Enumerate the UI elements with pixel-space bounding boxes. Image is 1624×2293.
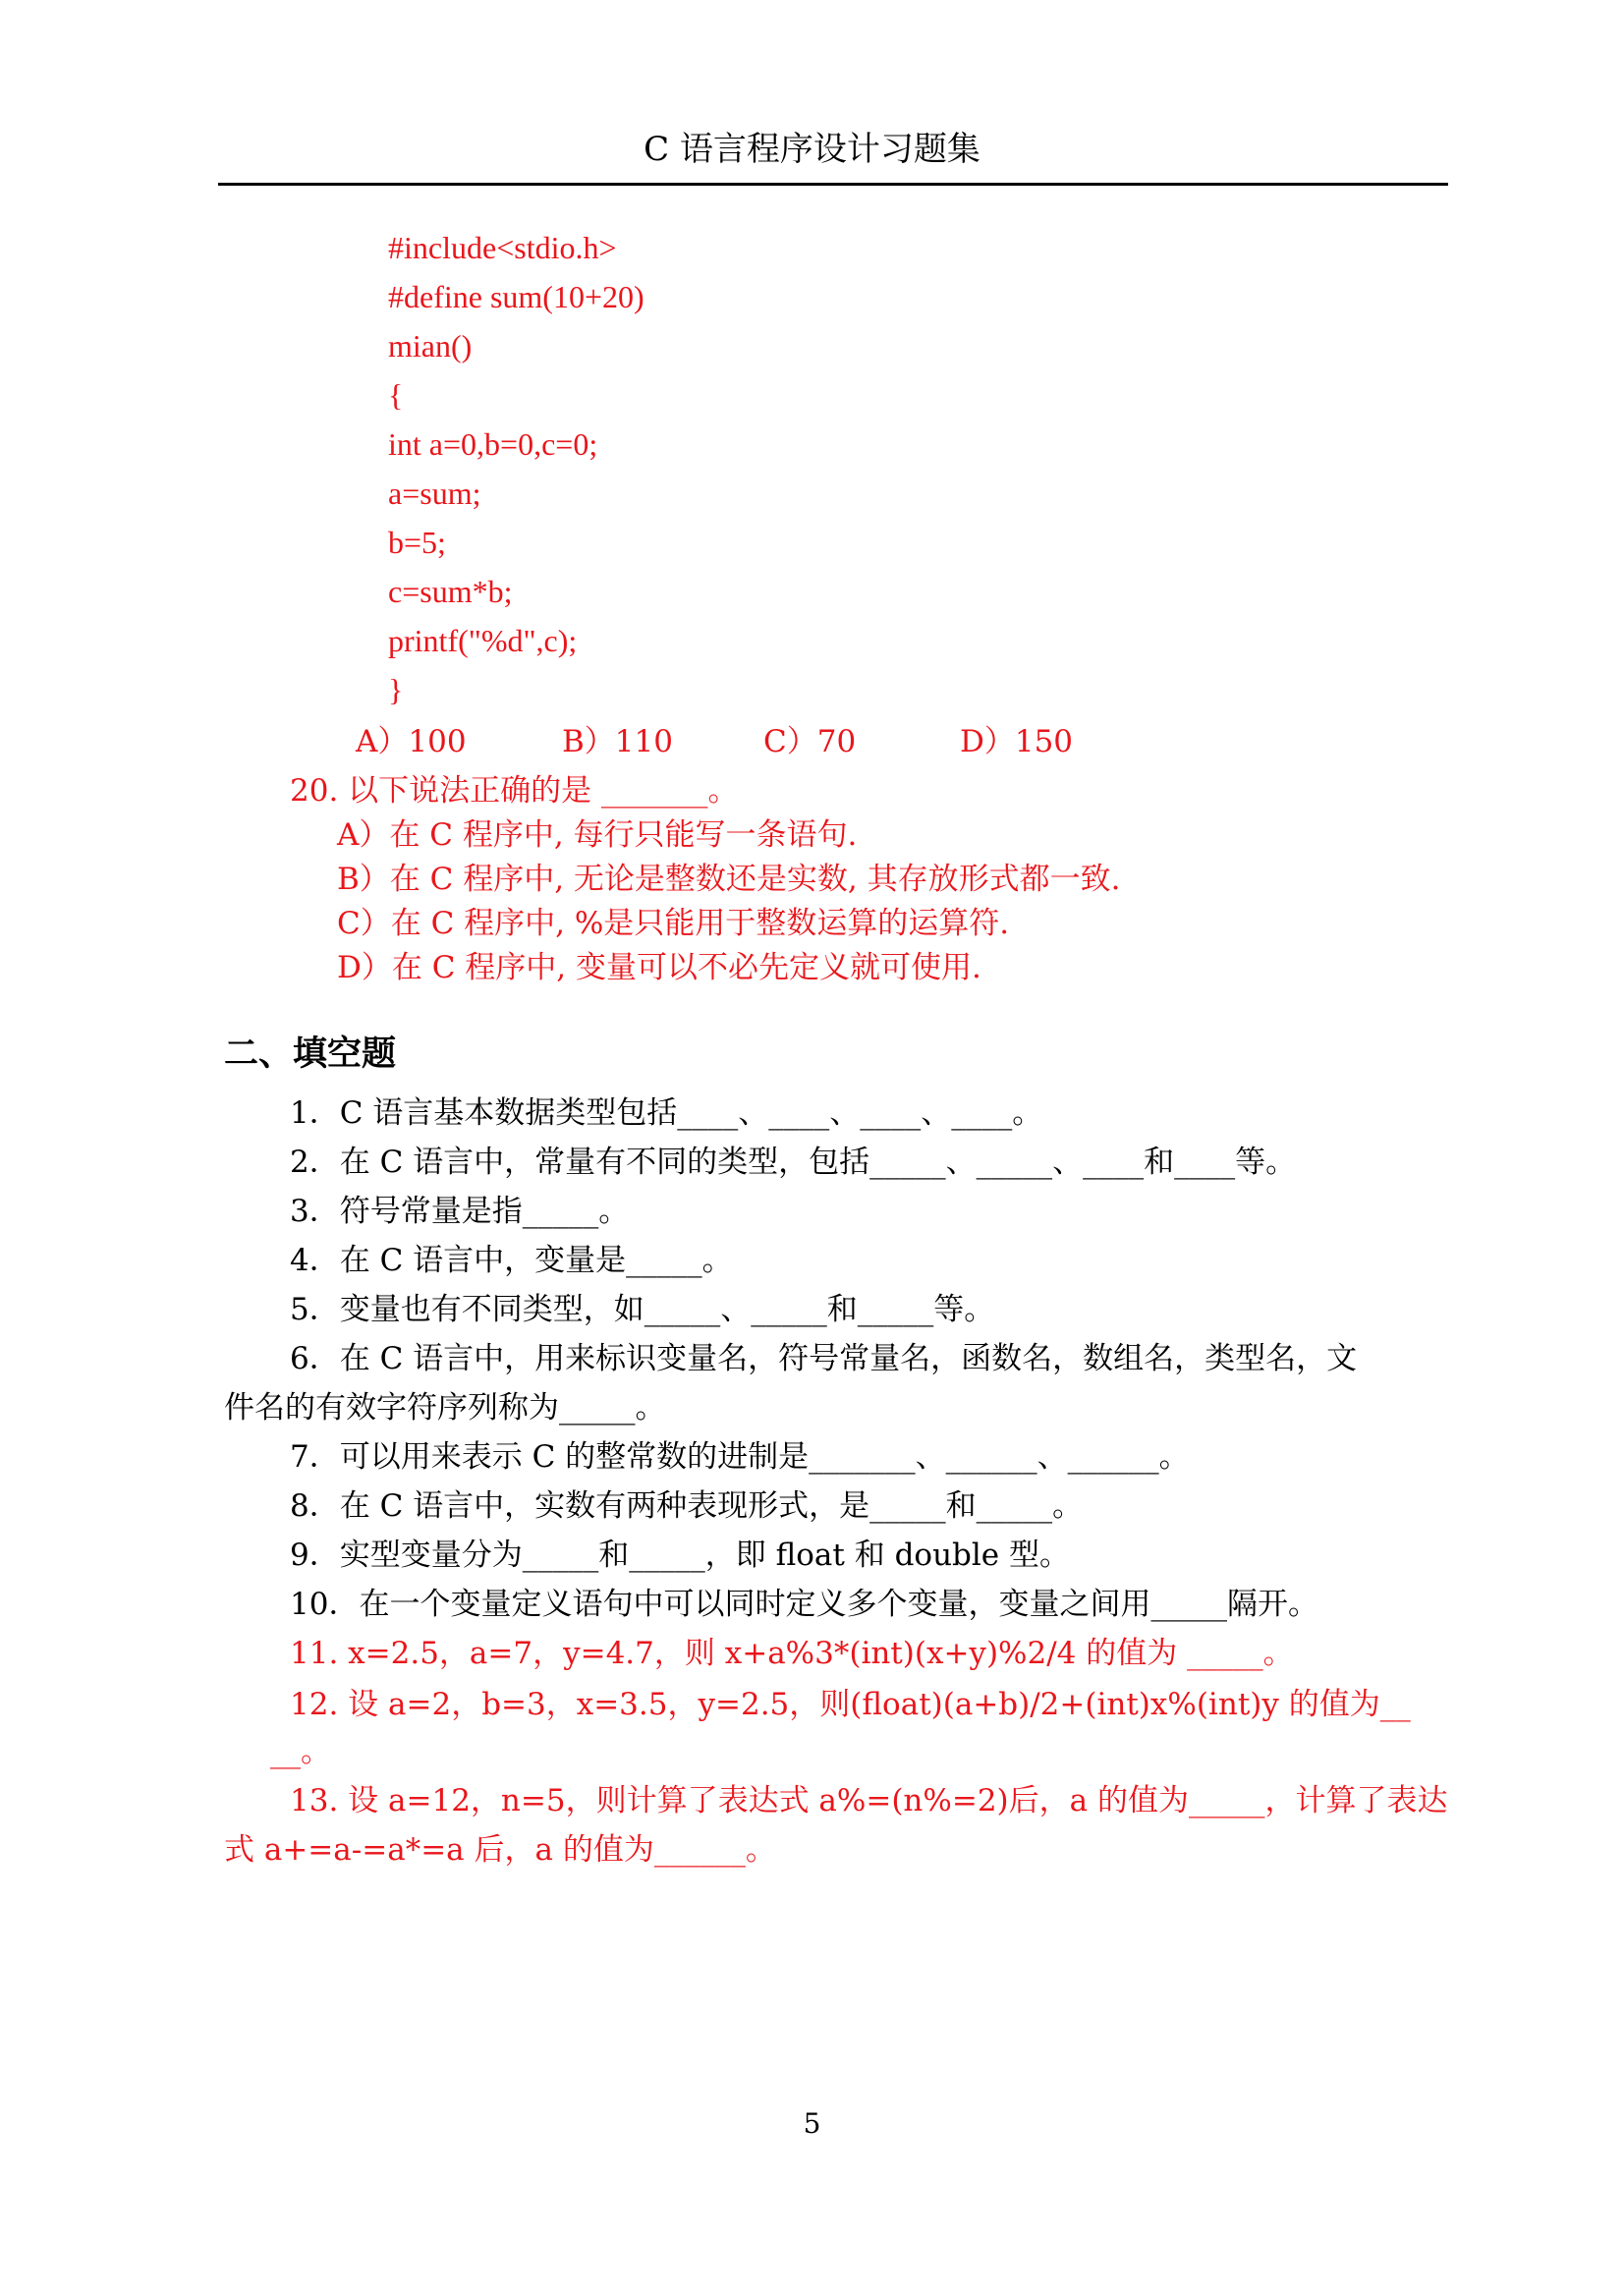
code-line: c=sum*b; [388,574,513,609]
q20-option-a: A）在 C 程序中, 每行只能写一条语句. [337,817,858,853]
section-title: 二、填空题 [224,1035,397,1074]
fill-question: 9．实型变量分为_____和_____，即 float 和 double 型。 [290,1538,1070,1573]
code-line: int a=0,b=0,c=0; [388,426,598,462]
fill-question: 4．在 C 语言中，变量是_____。 [290,1243,733,1278]
q20-stem: 20. 以下说法正确的是 _______。 [290,773,739,809]
code-line: { [388,377,404,413]
code-line: } [388,672,404,707]
red-question-continuation: __。 [270,1734,331,1769]
q20-option-d: D）在 C 程序中, 变量可以不必先定义就可使用. [337,950,981,985]
q20-option-b: B）在 C 程序中, 无论是整数还是实数, 其存放形式都一致. [337,862,1121,897]
red-question-continuation: 式 a+=a-=a*=a 后，a 的值为______。 [224,1832,776,1868]
fill-question: 7．可以用来表示 C 的整常数的进制是_______、______、______。 [290,1439,1190,1475]
red-question: 11. x=2.5，a=7，y=4.7，则 x+a%3*(int)(x+y)%2/4 的值为 _____。 [290,1636,1294,1671]
fill-question: 10．在一个变量定义语句中可以同时定义多个变量，变量之间用_____隔开。 [290,1587,1318,1622]
code-line: mian() [388,328,473,364]
q19-option-c: C）70 [763,724,857,759]
fill-question: 5．变量也有不同类型，如_____、_____和_____等。 [290,1292,995,1327]
header-title: C 语言程序设计习题集 [644,130,980,169]
page-number: 5 [803,2107,821,2140]
code-line: b=5; [388,525,446,560]
fill-question: 6．在 C 语言中，用来标识变量名，符号常量名，函数名，数组名，类型名，文 [290,1341,1358,1376]
q20-option-c: C）在 C 程序中, %是只能用于整数运算的运算符. [337,906,1010,941]
red-question: 12. 设 a=2，b=3，x=3.5，y=2.5，则(float)(a+b)/2+(int)x%(int)y 的值为__ [290,1687,1411,1722]
code-line: a=sum; [388,475,481,511]
q19-option-b: B）110 [562,724,673,759]
q19-option-a: A）100 [356,724,467,759]
code-line: #include<stdio.h> [388,230,617,265]
fill-question: 2．在 C 语言中，常量有不同的类型，包括_____、_____、____和____等。 [290,1145,1297,1180]
fill-question-continuation: 件名的有效字符序列称为_____。 [224,1390,666,1426]
code-line: #define sum(10+20) [388,279,644,314]
q19-option-d: D）150 [960,724,1074,759]
fill-question: 1．C 语言基本数据类型包括____、____、____、____。 [290,1095,1043,1131]
header-divider [218,183,1448,186]
code-line: printf("%d",c); [388,623,578,658]
red-question: 13. 设 a=12，n=5，则计算了表达式 a%=(n%=2)后，a 的值为_____，计算了表达 [290,1783,1448,1818]
fill-question: 8．在 C 语言中，实数有两种表现形式，是_____和_____。 [290,1488,1084,1524]
fill-question: 3．符号常量是指_____。 [290,1194,630,1229]
